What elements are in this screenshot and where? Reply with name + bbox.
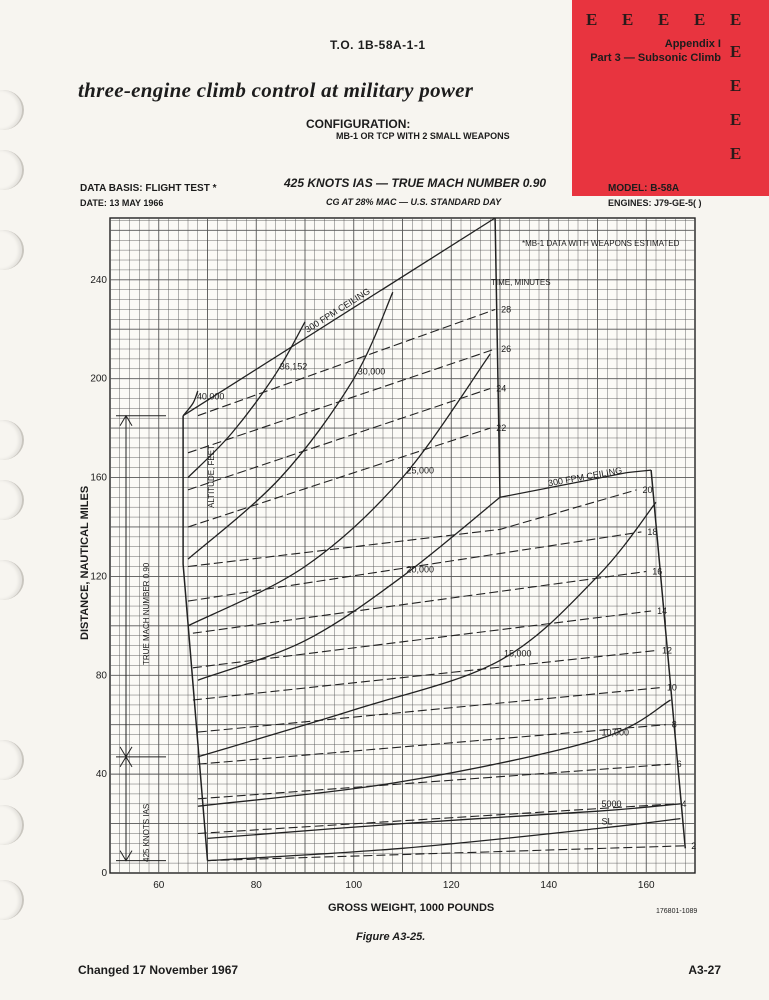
x-tick-label: 120 <box>442 880 460 891</box>
altitude-line-label: 10,000 <box>601 727 630 738</box>
y-tick-label: 40 <box>95 769 107 781</box>
y-tick-label: 200 <box>90 373 107 385</box>
footer-changed: Changed 17 November 1967 <box>78 963 239 977</box>
altitude-line-label: 36,152 <box>279 361 308 372</box>
time-line-label: 16 <box>652 566 663 577</box>
time-line-label: 12 <box>662 645 673 656</box>
date: DATE: 13 MAY 1966 <box>80 198 164 208</box>
x-tick-label: 100 <box>345 880 363 891</box>
appendix-label: Appendix I <box>664 38 721 50</box>
data-basis: DATA BASIS: FLIGHT TEST * <box>80 183 217 194</box>
tab-letter: E <box>730 144 742 163</box>
ceiling-label: 300 FPM CEILING <box>547 465 623 489</box>
chart-grid <box>110 218 695 873</box>
ceiling-label: 300 FPM CEILING <box>303 286 372 335</box>
time-line-label: 26 <box>501 344 512 354</box>
part-label: Part 3 — Subsonic Climb <box>590 52 721 64</box>
y-tick-label: 0 <box>101 868 107 879</box>
x-axis-label: GROSS WEIGHT, 1000 POUNDS <box>328 902 495 914</box>
altitude-line-label: 5000 <box>601 799 622 810</box>
y-axis-label: DISTANCE, NAUTICAL MILES <box>79 485 91 640</box>
time-line-label: 28 <box>501 304 512 315</box>
tab-letter: E <box>658 10 670 29</box>
altitude-line-label: 40,000 <box>196 391 225 402</box>
model: MODEL: B-58A <box>608 183 680 194</box>
altitude-label: ALTITUDE, FEET <box>207 445 216 508</box>
configuration-value: MB-1 OR TCP WITH 2 SMALL WEAPONS <box>336 131 510 141</box>
altitude-line-label: 20,000 <box>406 564 435 575</box>
tab-letter: E <box>730 10 742 29</box>
y-tick-label: 240 <box>90 274 107 286</box>
altitude-line-label: 30,000 <box>357 366 386 377</box>
mach-label: TRUE MACH NUMBER 0.90 <box>142 562 151 665</box>
time-line-label: 20 <box>642 484 653 495</box>
configuration-label: CONFIGURATION: <box>306 117 411 131</box>
tab-letter: E <box>586 10 598 29</box>
chart-subtitle: CG AT 28% MAC — U.S. STANDARD DAY <box>326 197 502 207</box>
time-line-label: 2 <box>691 840 697 851</box>
altitude-line-label: SL <box>601 816 613 827</box>
y-tick-label: 160 <box>90 472 107 484</box>
time-line-label: 6 <box>676 759 682 770</box>
tab-letter: E <box>622 10 634 29</box>
time-line-label: 8 <box>671 719 677 730</box>
x-tick-label: 160 <box>637 880 655 891</box>
time-label: TIME, MINUTES <box>491 278 551 287</box>
note-text: *MB-1 DATA WITH WEAPONS ESTIMATED <box>522 239 680 248</box>
x-tick-label: 60 <box>153 880 165 891</box>
figure-label: Figure A3-25. <box>356 931 426 943</box>
tab-letter: E <box>694 10 706 29</box>
altitude-line-label: 25,000 <box>406 465 435 476</box>
time-line-label: 22 <box>496 423 507 434</box>
altitude-line-label: 15,000 <box>504 648 532 659</box>
x-tick-label: 140 <box>540 880 558 891</box>
ref-number: 176801-1089 <box>656 908 698 915</box>
time-line-label: 10 <box>666 682 677 693</box>
time-line-label: 18 <box>647 526 658 537</box>
tab-letter: E <box>730 42 742 61</box>
ias-label: 425 KNOTS IAS <box>142 803 151 862</box>
footer-page: A3-27 <box>688 963 721 977</box>
engines: ENGINES: J79-GE-5( ) <box>608 198 702 208</box>
chart-title: 425 KNOTS IAS — TRUE MACH NUMBER 0.90 <box>284 176 547 190</box>
time-line-label: 24 <box>496 383 507 394</box>
y-tick-label: 120 <box>90 571 107 583</box>
tab-letter: E <box>730 110 742 129</box>
page-title: three-engine climb control at military power <box>78 78 474 102</box>
time-line-label: 4 <box>681 798 687 809</box>
time-line-label: 14 <box>657 606 668 616</box>
y-tick-label: 80 <box>95 670 107 682</box>
doc-number: T.O. 1B-58A-1-1 <box>330 38 426 52</box>
tab-letter: E <box>730 76 742 95</box>
x-tick-label: 80 <box>250 880 262 891</box>
